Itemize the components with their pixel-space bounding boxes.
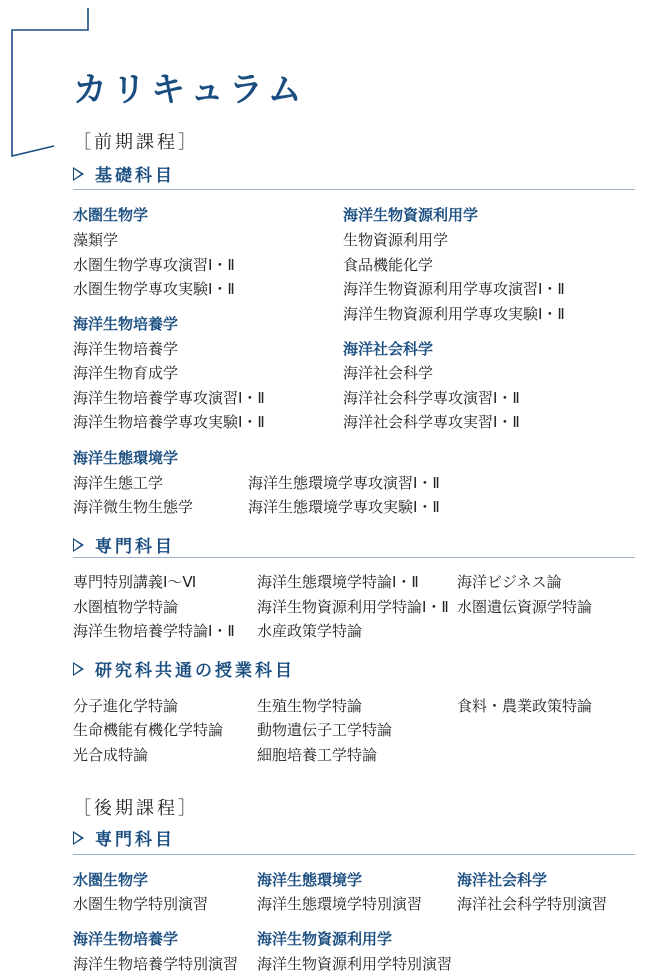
common-subjects-title: 研究科共通の授業科目 [95,661,295,681]
page-title: カリキュラム [73,70,307,110]
list-item: 海洋社会科学専攻演習Ⅰ・Ⅱ [343,389,520,407]
list-item: 海洋社会科学専攻実習Ⅰ・Ⅱ [343,413,520,431]
list-item: 水産政策学特論 [257,622,363,640]
basic-subjects-heading [73,161,175,186]
list-item: 動物遺伝子工学特論 [257,721,393,739]
common-subjects-heading [73,656,295,681]
first-phase-label: ［前期課程］ [73,132,199,153]
group-heading: 海洋生物培養学 [73,930,179,948]
list-item: 海洋生態環境学特別演習 [257,895,423,913]
list-item: 生命機能有機化学特論 [73,721,224,739]
list-item: 海洋生物資源利用学特論Ⅰ・Ⅱ [257,598,449,616]
list-item: 光合成特論 [73,746,149,764]
list-item: 海洋生物培養学専攻演習Ⅰ・Ⅱ [73,389,265,407]
list-item: 水圏生物学特別演習 [73,895,209,913]
list-item: 細胞培養工学特論 [257,746,378,764]
basic-subjects-title: 基礎科目 [95,166,175,186]
specialized-subjects-heading [73,532,175,557]
list-item: 食料・農業政策特論 [457,697,593,715]
section-rule [73,854,635,855]
outline-triangle-icon [73,662,84,676]
specialized-subjects-title: 専門科目 [95,537,175,557]
section-rule [73,189,635,190]
outline-triangle-icon [73,831,84,845]
list-item: 海洋生態環境学特論Ⅰ・Ⅱ [257,573,419,591]
list-item: 分子進化学特論 [73,697,179,715]
list-item: 海洋生物培養学専攻実験Ⅰ・Ⅱ [73,413,265,431]
list-item: 藻類学 [73,231,119,249]
group-heading-suiken: 水圏生物学 [73,206,149,224]
list-item: 海洋生物育成学 [73,364,179,382]
list-item: 生殖生物学特論 [257,697,363,715]
list-item: 食品機能化学 [343,256,434,274]
group-heading: 水圏生物学 [73,871,149,889]
group-heading-shakai: 海洋社会科学 [343,340,434,358]
second-specialized-heading [73,825,175,850]
list-item: 海洋生物培養学 [73,340,179,358]
list-item: 海洋生態環境学専攻実験Ⅰ・Ⅱ [248,498,440,516]
list-item: 水圏遺伝資源学特論 [457,598,593,616]
list-item: 水圏植物学特論 [73,598,179,616]
group-heading-baiyou: 海洋生物培養学 [73,315,179,333]
group-heading: 海洋社会科学 [457,871,548,889]
list-item: 海洋生物資源利用学専攻実験Ⅰ・Ⅱ [343,305,565,323]
list-item: 海洋生物培養学特論Ⅰ・Ⅱ [73,622,235,640]
list-item: 海洋生物資源利用学特別演習 [257,955,453,973]
group-heading: 海洋生物資源利用学 [257,930,393,948]
list-item: 海洋微生物生態学 [73,498,194,516]
group-heading-shigen: 海洋生物資源利用学 [343,206,479,224]
outline-triangle-icon [73,167,84,181]
list-item: 水圏生物学専攻実験Ⅰ・Ⅱ [73,280,235,298]
list-item: 海洋生態工学 [73,474,164,492]
list-item: 海洋生物培養学特別演習 [73,955,239,973]
list-item: 海洋生態環境学専攻演習Ⅰ・Ⅱ [248,474,440,492]
list-item: 海洋ビジネス論 [457,573,562,591]
outline-triangle-icon [73,538,84,552]
group-heading-seitai: 海洋生態環境学 [73,449,179,467]
second-phase-label: ［後期課程］ [73,798,199,819]
list-item: 生物資源利用学 [343,231,449,249]
list-item: 水圏生物学専攻演習Ⅰ・Ⅱ [73,256,235,274]
list-item: 海洋社会科学特別演習 [457,895,608,913]
group-heading: 海洋生態環境学 [257,871,363,889]
section-rule [73,557,635,558]
second-specialized-title: 専門科目 [95,830,175,850]
list-item: 専門特別講義Ⅰ〜Ⅵ [73,573,197,591]
list-item: 海洋社会科学 [343,364,434,382]
list-item: 海洋生物資源利用学専攻演習Ⅰ・Ⅱ [343,280,565,298]
